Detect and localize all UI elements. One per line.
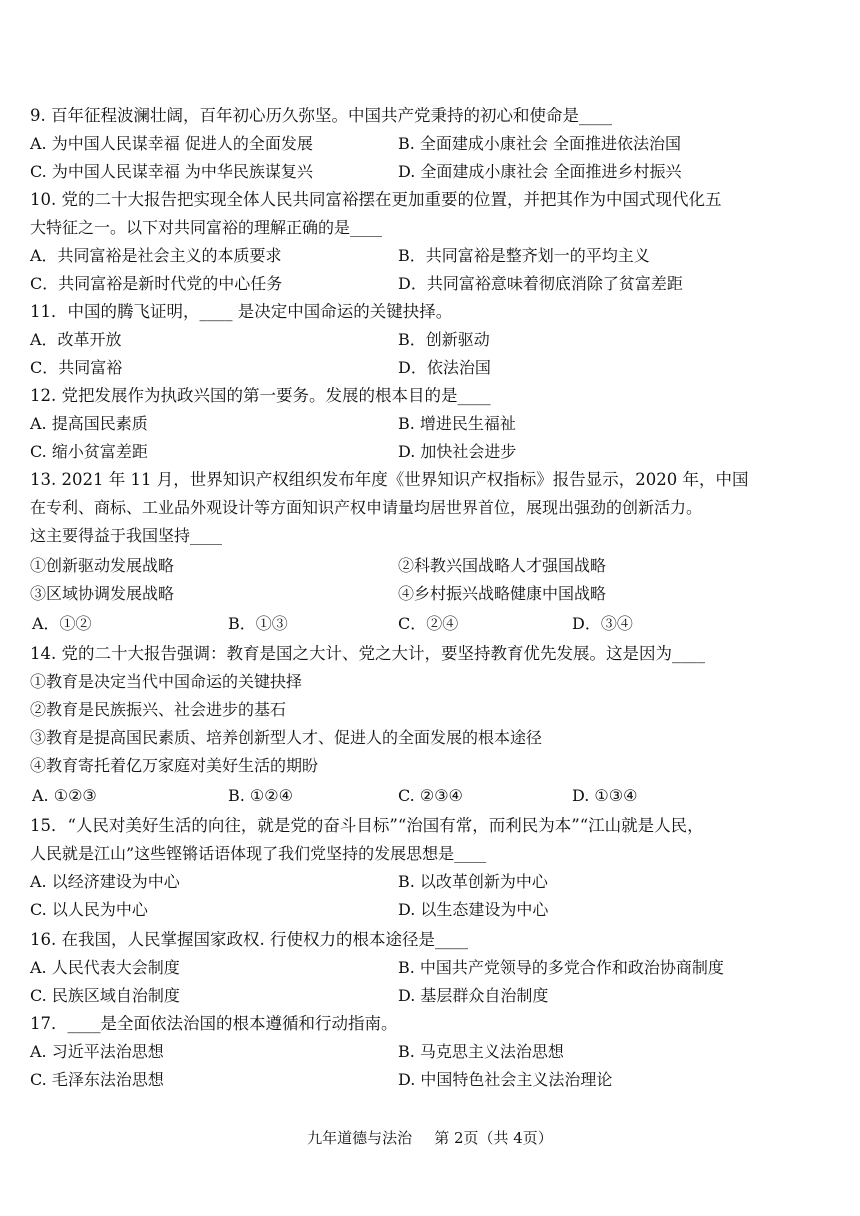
q13-stem-line2: 在专利、商标、工业品外观设计等方面知识产权申请量均居世界首位，展现出强劲的创新活力。	[30, 498, 703, 517]
q13-stem-line1: 13. 2021 年 11 月，世界知识产权组织发布年度《世界知识产权指标》报告显示，2020 年，中国	[30, 470, 749, 489]
q10-option-c: C．共同富裕是新时代党的中心任务	[30, 274, 283, 293]
q15-option-a: A. 以经济建设为中心	[30, 872, 180, 891]
q9-option-c: C. 为中国人民谋幸福 为中华民族谋复兴	[30, 162, 313, 181]
q14-item-2: ②教育是民族振兴、社会进步的基石	[30, 700, 287, 719]
footer-subject: 九年道德与法治	[307, 1129, 413, 1147]
q15-option-c: C. 以人民为中心	[30, 900, 148, 919]
q14-choice-d: D. ①③④	[572, 786, 638, 805]
q14-item-1: ①教育是决定当代中国命运的关键抉择	[30, 672, 303, 691]
q11-option-b: B．创新驱动	[398, 330, 490, 349]
q16-stem: 16. 在我国，人民掌握国家政权. 行使权力的根本途径是____	[30, 930, 468, 949]
q12-option-c: C. 缩小贫富差距	[30, 442, 148, 461]
q13-choice-b: B．①③	[228, 614, 288, 633]
q10-option-b: B．共同富裕是整齐划一的平均主义	[398, 246, 650, 265]
q10-stem-line2: 大特征之一。以下对共同富裕的理解正确的是____	[30, 218, 383, 237]
q14-choice-b: B. ①②④	[228, 786, 293, 805]
q16-option-b: B. 中国共产党领导的多党合作和政治协商制度	[398, 958, 724, 977]
q16-option-c: C. 民族区域自治制度	[30, 986, 180, 1005]
q12-stem: 12. 党把发展作为执政兴国的第一要务。发展的根本目的是____	[30, 386, 491, 405]
q17-option-c: C. 毛泽东法治思想	[30, 1070, 164, 1089]
q13-choice-d: D．③④	[572, 614, 633, 633]
q11-option-c: C．共同富裕	[30, 358, 123, 377]
q17-option-a: A. 习近平法治思想	[30, 1042, 164, 1061]
q17-option-b: B. 马克思主义法治思想	[398, 1042, 564, 1061]
q9-stem: 9. 百年征程波澜壮阔，百年初心历久弥坚。中国共产党秉持的初心和使命是____	[30, 106, 612, 125]
q9-option-a: A. 为中国人民谋幸福 促进人的全面发展	[30, 134, 313, 153]
q14-item-3: ③教育是提高国民素质、培养创新型人才、促进人的全面发展的根本途径	[30, 728, 543, 747]
q15-option-b: B. 以改革创新为中心	[398, 872, 548, 891]
q11-option-d: D．依法治国	[398, 358, 491, 377]
q15-stem-line1: 15．“人民对美好生活的向往，就是党的奋斗目标”“治国有常，而利民为本”“江山就是人民，	[30, 816, 704, 835]
q16-option-a: A. 人民代表大会制度	[30, 958, 180, 977]
q10-option-a: A．共同富裕是社会主义的本质要求	[30, 246, 282, 265]
q14-stem: 14. 党的二十大报告强调：教育是国之大计、党之大计，要坚持教育优先发展。这是因为____	[30, 644, 705, 663]
q13-item-1: ①创新驱动发展战略	[30, 556, 175, 575]
q12-option-a: A. 提高国民素质	[30, 414, 148, 433]
q16-option-d: D. 基层群众自治制度	[398, 986, 549, 1005]
q10-option-d: D．共同富裕意味着彻底消除了贫富差距	[398, 274, 683, 293]
q11-stem: 11．中国的腾飞证明，____ 是决定中国命运的关键抉择。	[30, 302, 453, 321]
q15-stem-line2: 人民就是江山”这些铿锵话语体现了我们党坚持的发展思想是____	[30, 844, 487, 863]
q12-option-b: B. 增进民生福祉	[398, 414, 516, 433]
q9-option-d: D. 全面建成小康社会 全面推进乡村振兴	[398, 162, 682, 181]
footer-page-number: 第 2页（共 4页）	[434, 1129, 553, 1147]
q12-option-d: D. 加快社会进步	[398, 442, 517, 461]
q14-choice-a: A. ①②③	[32, 786, 97, 805]
q13-choice-c: C．②④	[398, 614, 459, 633]
q13-choice-a: A．①②	[32, 614, 92, 633]
q10-stem-line1: 10. 党的二十大报告把实现全体人民共同富裕摆在更加重要的位置，并把其作为中国式现代化五	[30, 190, 722, 209]
q11-option-a: A．改革开放	[30, 330, 122, 349]
q13-stem-line3: 这主要得益于我国坚持____	[30, 526, 223, 545]
q17-option-d: D. 中国特色社会主义法治理论	[398, 1070, 613, 1089]
q13-item-2: ②科教兴国战略人才强国战略	[398, 556, 607, 575]
q14-item-4: ④教育寄托着亿万家庭对美好生活的期盼	[30, 756, 319, 775]
page-footer	[0, 1128, 860, 1148]
q9-option-b: B. 全面建成小康社会 全面推进依法治国	[398, 134, 682, 153]
q17-stem: 17．____是全面依法治国的根本遵循和行动指南。	[30, 1014, 398, 1033]
q13-item-3: ③区域协调发展战略	[30, 584, 175, 603]
q13-item-4: ④乡村振兴战略健康中国战略	[398, 584, 607, 603]
q14-choice-c: C. ②③④	[398, 786, 463, 805]
q15-option-d: D. 以生态建设为中心	[398, 900, 549, 919]
